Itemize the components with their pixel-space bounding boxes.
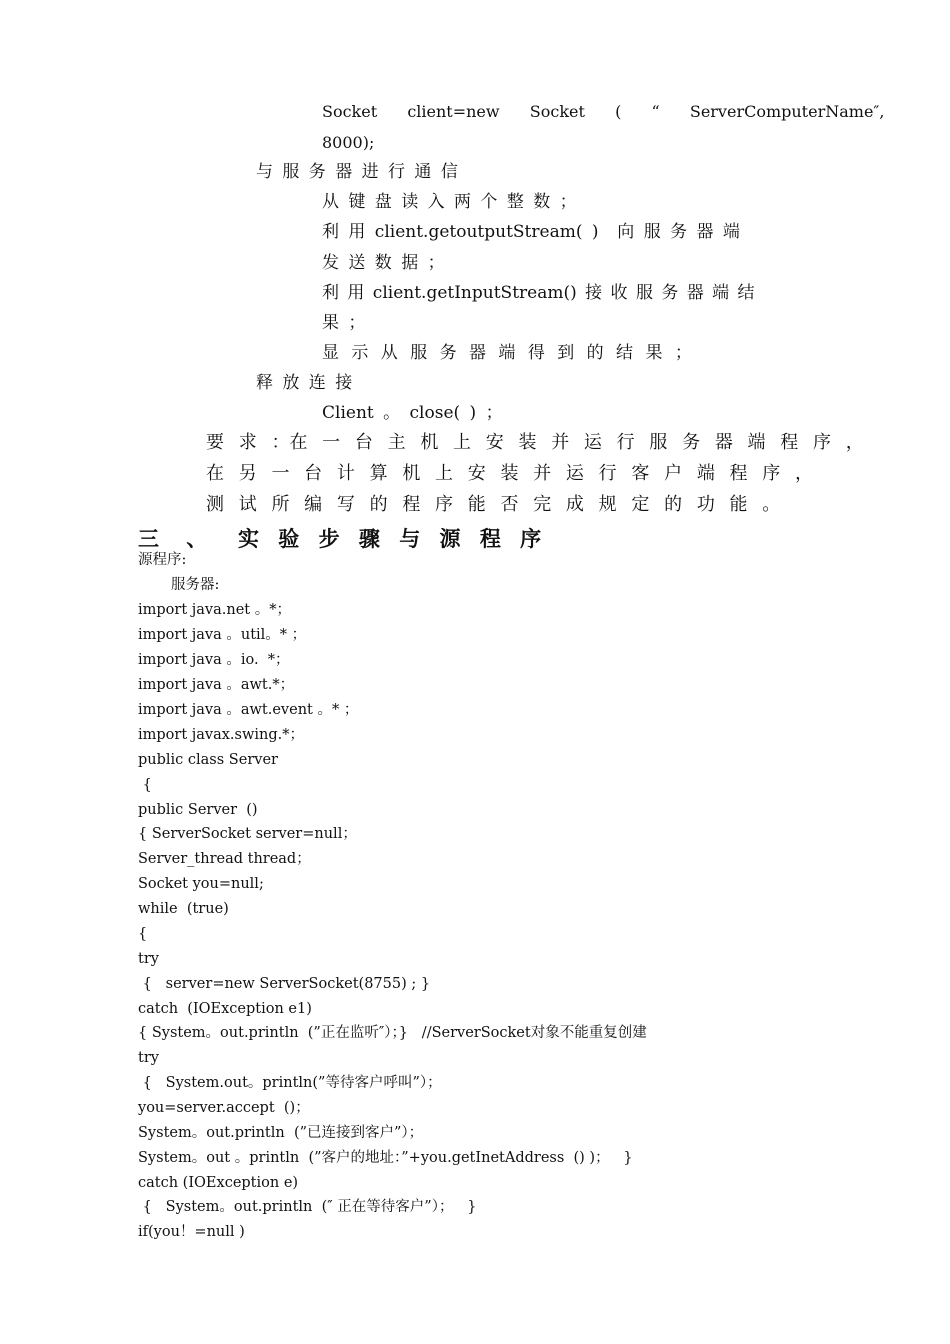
code-line: import javax.swing.*； (138, 727, 304, 743)
requirement-line-3: 测 试 所 编 写 的 程 序 能 否 完 成 规 定 的 功 能 。 (206, 494, 781, 515)
code-line: System。out 。println (”客户的地址：”+you.getInetAddress () )； } (138, 1150, 633, 1166)
section-number: 三 、 (138, 526, 218, 551)
code-line: { System.out。println(”等待客户呼叫”）； (138, 1075, 442, 1091)
code-line: { server=new ServerSocket(8755) ; } (138, 976, 431, 992)
pseudo-line-3: 与 服 务 器 进 行 通 信 (256, 162, 458, 182)
code-line: import java 。awt.event 。* ； (138, 702, 359, 718)
pseudo-line-10: 释 放 连 接 (256, 373, 353, 393)
code-line: you=server.accept ()； (138, 1100, 310, 1116)
code-line: try (138, 1050, 159, 1066)
code-line: import java 。awt.*； (138, 677, 295, 693)
code-line: public class Server (138, 752, 278, 768)
code-line: public Server () (138, 802, 258, 818)
code-line: { ServerSocket server=null； (138, 826, 357, 842)
pseudo-line-6: 发 送 数 据 ； (322, 253, 445, 273)
pseudo-line-1: Socket client=new Socket ( “ ServerComputerName″, (322, 102, 885, 121)
code-line: import java 。util。* ； (138, 627, 307, 643)
pseudo-line-2: 8000); (322, 133, 375, 152)
section-title: 实 验 步 骤 与 源 程 序 (238, 526, 548, 551)
code-line: while (true) (138, 901, 229, 917)
code-line: { System。out.println (”正在监听″）；} //ServerSocket对象不能重复创建 (138, 1025, 647, 1041)
pseudo-line-11: Client 。 close( ) ； (322, 403, 503, 423)
pseudo-line-7: 利 用 client.getInputStream() 接 收 服 务 器 端 结 (322, 283, 755, 303)
code-line: catch (IOException e) (138, 1175, 299, 1191)
code-line: if(you！=null ) (138, 1224, 245, 1240)
requirement-line-1: 要 求 ：在 一 台 主 机 上 安 装 并 运 行 服 务 器 端 程 序 ， (206, 432, 864, 453)
pseudo-line-9: 显 示 从 服 务 器 端 得 到 的 结 果 ； (322, 343, 692, 363)
code-line: import java 。io. *； (138, 652, 290, 668)
server-label: 服务器: (171, 577, 220, 593)
code-line: Server_thread thread； (138, 851, 311, 867)
code-line: catch (IOException e1) (138, 1001, 312, 1017)
code-line: { (138, 777, 152, 793)
code-line: { (138, 926, 148, 942)
pseudo-line-4: 从 键 盘 读 入 两 个 整 数 ； (322, 192, 577, 212)
source-label: 源程序: (138, 552, 187, 568)
code-line: import java.net 。*； (138, 602, 291, 618)
code-line: { System。out.println (″ 正在等待客户”）； } (138, 1199, 477, 1215)
requirement-line-2: 在 另 一 台 计 算 机 上 安 装 并 运 行 客 户 端 程 序 ， (206, 463, 813, 484)
pseudo-line-8: 果 ； (322, 313, 366, 333)
pseudo-line-5: 利 用 client.getoutputStream( ) 向 服 务 器 端 (322, 222, 740, 242)
code-line: System。out.println (”已连接到客户”）； (138, 1125, 424, 1141)
code-line: try (138, 951, 159, 967)
code-line: Socket you=null; (138, 876, 264, 892)
